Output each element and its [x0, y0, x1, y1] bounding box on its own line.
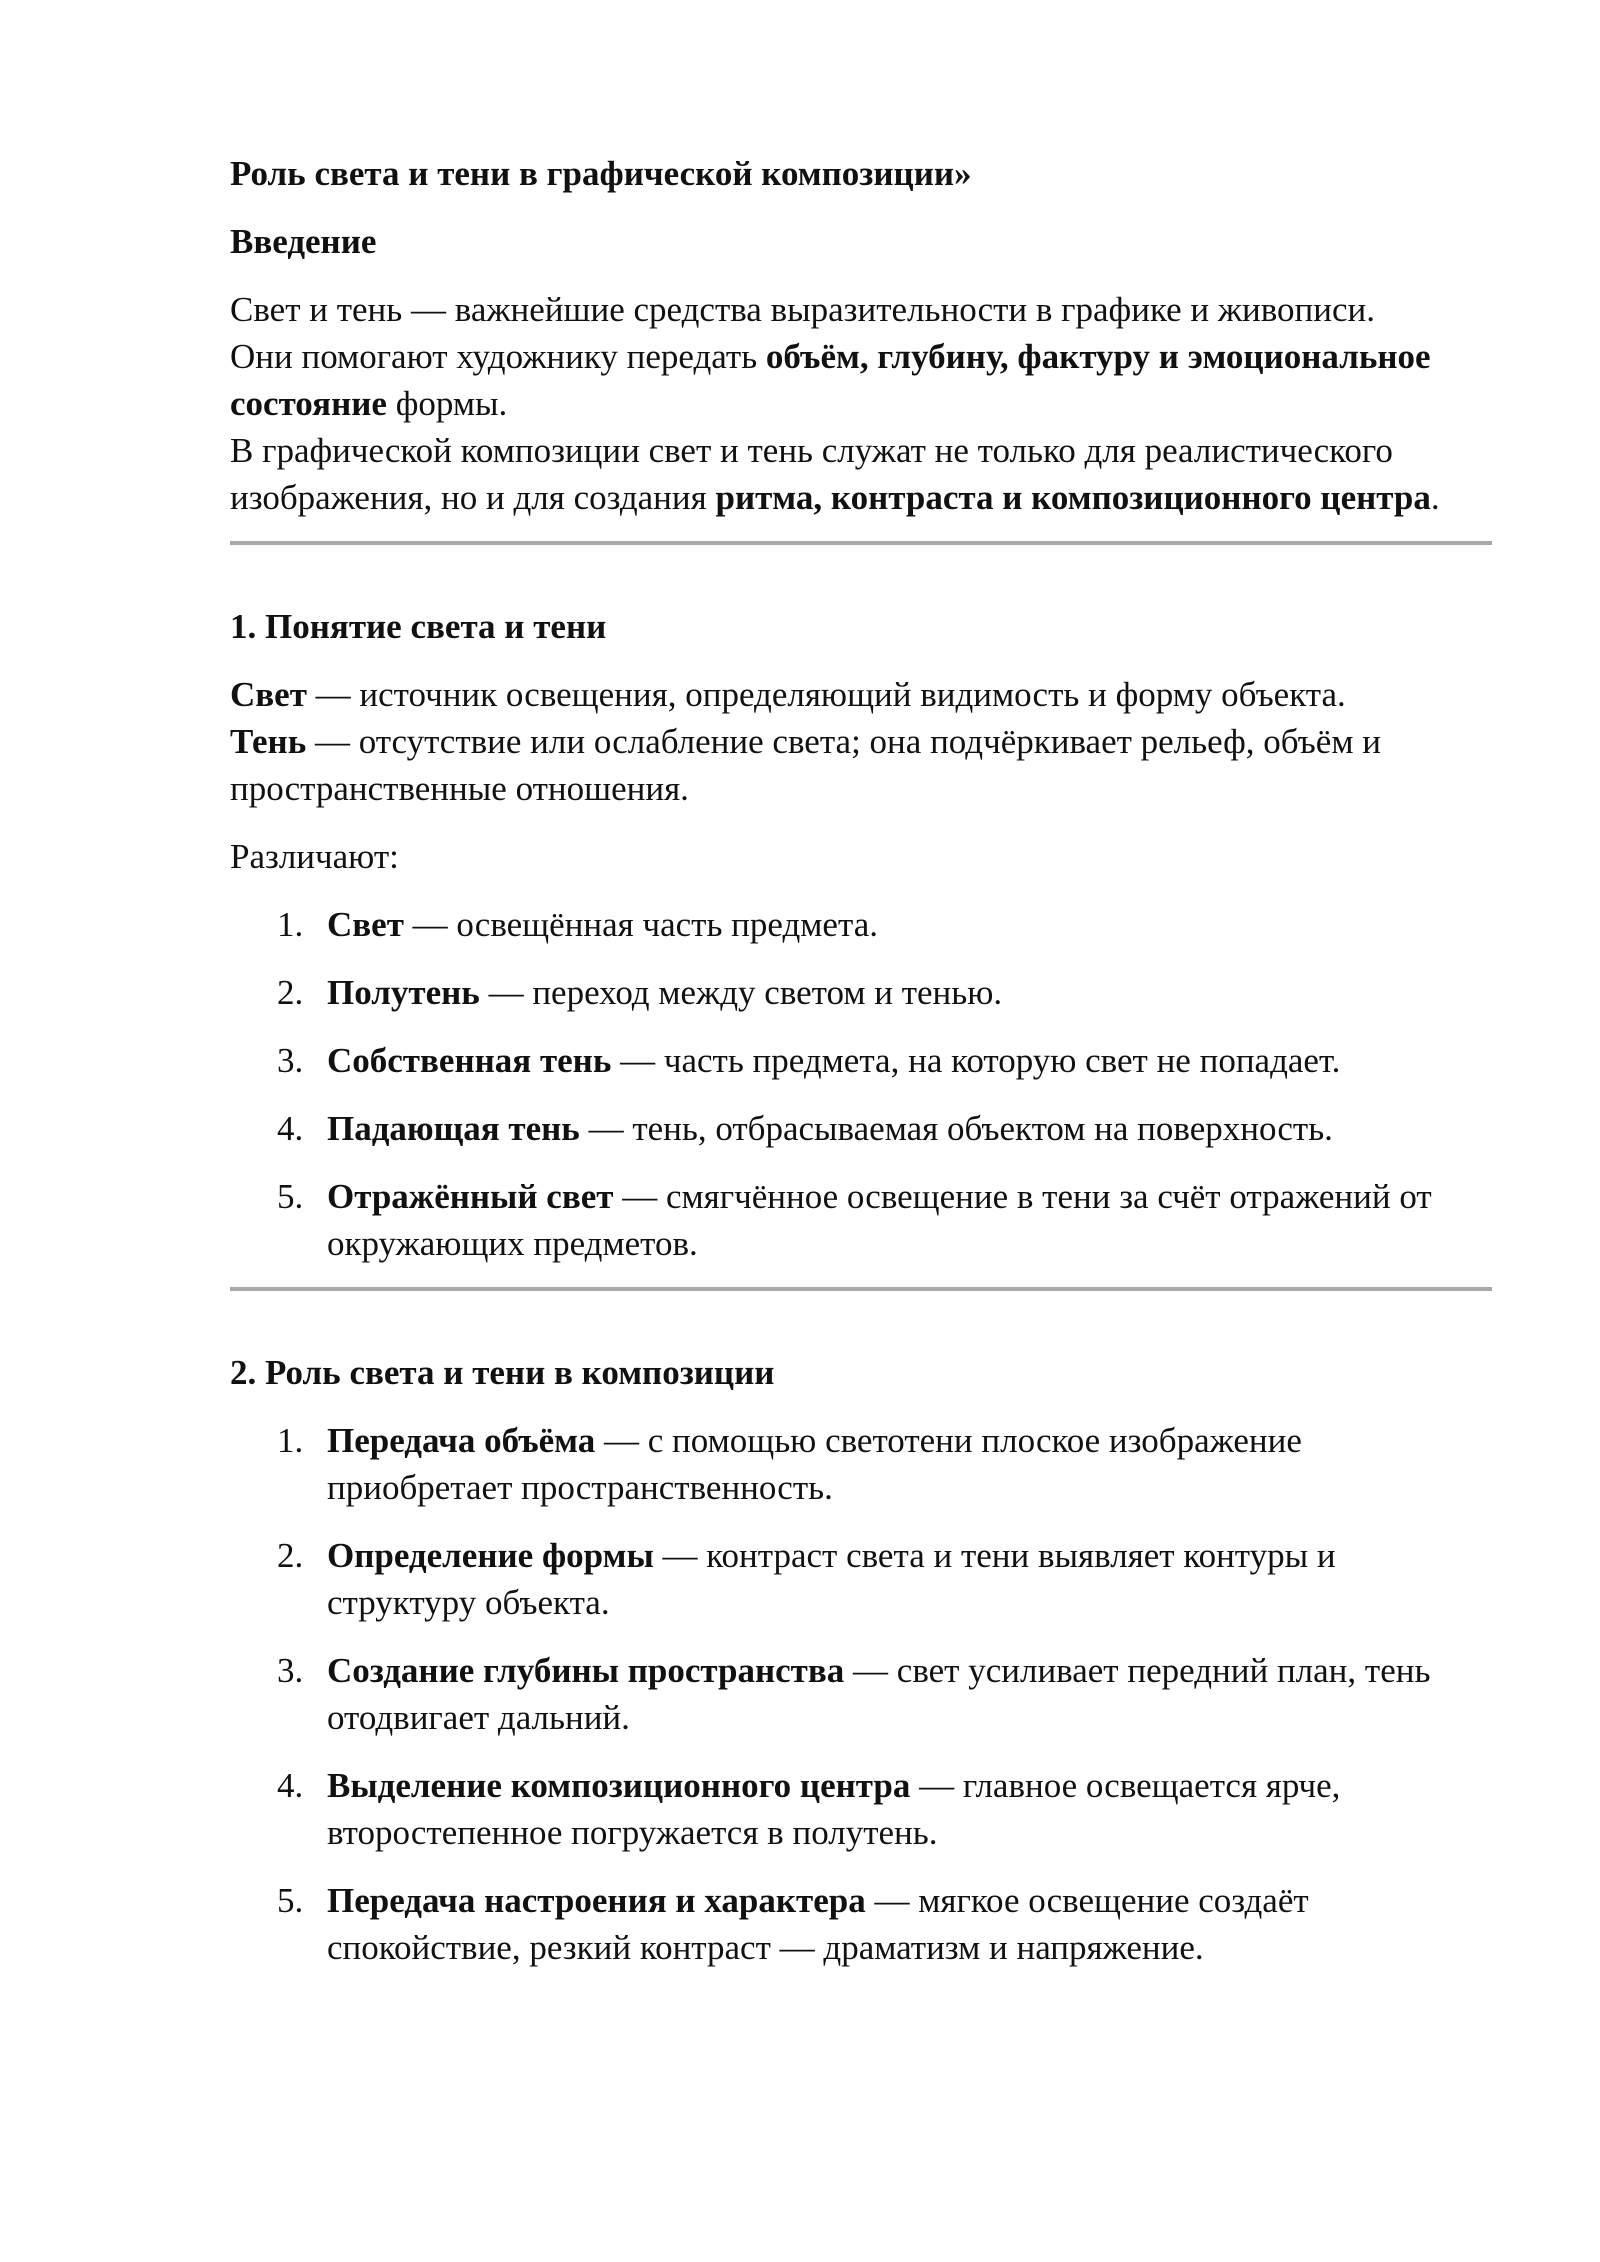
- list-number: 5.: [277, 1881, 304, 1920]
- intro-text: .: [1430, 478, 1440, 517]
- intro-emphasis: объём, глубину, фактуру и эмоциональное состояние: [230, 337, 1431, 423]
- list-item: [230, 1037, 1492, 1084]
- list-item: [230, 1105, 1492, 1152]
- list-term: Отражённый свет: [327, 1177, 614, 1216]
- document-page: [230, 150, 1492, 1971]
- list-number: 1.: [277, 1421, 304, 1460]
- section-2-heading: 2. Роль света и тени в композиции: [230, 1353, 775, 1392]
- list-text: — тень, отбрасываемая объектом на поверхность.: [579, 1109, 1333, 1148]
- list-number: 4.: [277, 1766, 304, 1805]
- composition-roles-list: [230, 1417, 1492, 1971]
- list-text: — главное освещается ярче, второстепенное погружается в полутень.: [327, 1766, 1341, 1852]
- intro-paragraph: [230, 286, 1492, 521]
- list-text: — свет усиливает передний план, тень отодвигает дальний.: [327, 1651, 1431, 1737]
- list-term: Передача объёма: [327, 1421, 596, 1460]
- definition-term: Тень: [230, 722, 307, 761]
- list-item: [230, 1532, 1492, 1626]
- list-item: [230, 1173, 1492, 1267]
- list-term: Свет: [327, 905, 404, 944]
- list-item: [230, 1762, 1492, 1856]
- intro-text: Они помогают художнику передать: [230, 337, 766, 376]
- list-item: [230, 1647, 1492, 1741]
- list-term: Падающая тень: [327, 1109, 580, 1148]
- list-number: 2.: [277, 973, 304, 1012]
- list-term: Собственная тень: [327, 1041, 612, 1080]
- list-text: — смягчённое освещение в тени за счёт отражений от окружающих предметов.: [327, 1177, 1432, 1263]
- list-text: — с помощью светотени плоское изображение приобретает пространственность.: [327, 1421, 1302, 1507]
- intro-text: В графической композиции свет и тень служат не только для реалистического изображения, но и для создания: [230, 431, 1393, 517]
- list-number: 1.: [277, 905, 304, 944]
- intro-text: Свет и тень — важнейшие средства выразительности в графике и живописи.: [230, 290, 1376, 329]
- intro-text: формы.: [386, 384, 508, 423]
- list-text: — контраст света и тени выявляет контуры и структуру объекта.: [327, 1536, 1336, 1622]
- list-number: 2.: [277, 1536, 304, 1575]
- list-term: Определение формы: [327, 1536, 654, 1575]
- definition-term: Свет: [230, 675, 307, 714]
- intro-emphasis: ритма, контраста и композиционного центра: [715, 478, 1431, 517]
- list-item: [230, 1417, 1492, 1511]
- section-divider: [230, 1287, 1492, 1291]
- definition-text: — отсутствие или ослабление света; она подчёркивает рельеф, объём и пространственные отношения.: [230, 722, 1381, 808]
- list-number: 5.: [277, 1177, 304, 1216]
- list-text: — переход между светом и тенью.: [479, 973, 1003, 1012]
- list-text: — освещённая часть предмета.: [403, 905, 878, 944]
- document-title: Роль света и тени в графической композиции»: [230, 154, 972, 193]
- list-term: Создание глубины пространства: [327, 1651, 845, 1690]
- list-term: Полутень: [327, 973, 480, 1012]
- section-1-heading: 1. Понятие света и тени: [230, 607, 607, 646]
- definitions-paragraph: [230, 671, 1492, 812]
- list-number: 4.: [277, 1109, 304, 1148]
- list-text: — часть предмета, на которую свет не попадает.: [611, 1041, 1341, 1080]
- distinguish-label: Различают:: [230, 837, 399, 876]
- light-types-list: [230, 901, 1492, 1267]
- list-term: Передача настроения и характера: [327, 1881, 866, 1920]
- list-item: [230, 901, 1492, 948]
- list-item: [230, 1877, 1492, 1971]
- intro-heading: Введение: [230, 222, 377, 261]
- section-divider: [230, 541, 1492, 545]
- list-number: 3.: [277, 1041, 304, 1080]
- list-text: — мягкое освещение создаёт спокойствие, резкий контраст — драматизм и напряжение.: [327, 1881, 1309, 1967]
- list-term: Выделение композиционного центра: [327, 1766, 911, 1805]
- list-number: 3.: [277, 1651, 304, 1690]
- definition-text: — источник освещения, определяющий видимость и форму объекта.: [306, 675, 1346, 714]
- list-item: [230, 969, 1492, 1016]
